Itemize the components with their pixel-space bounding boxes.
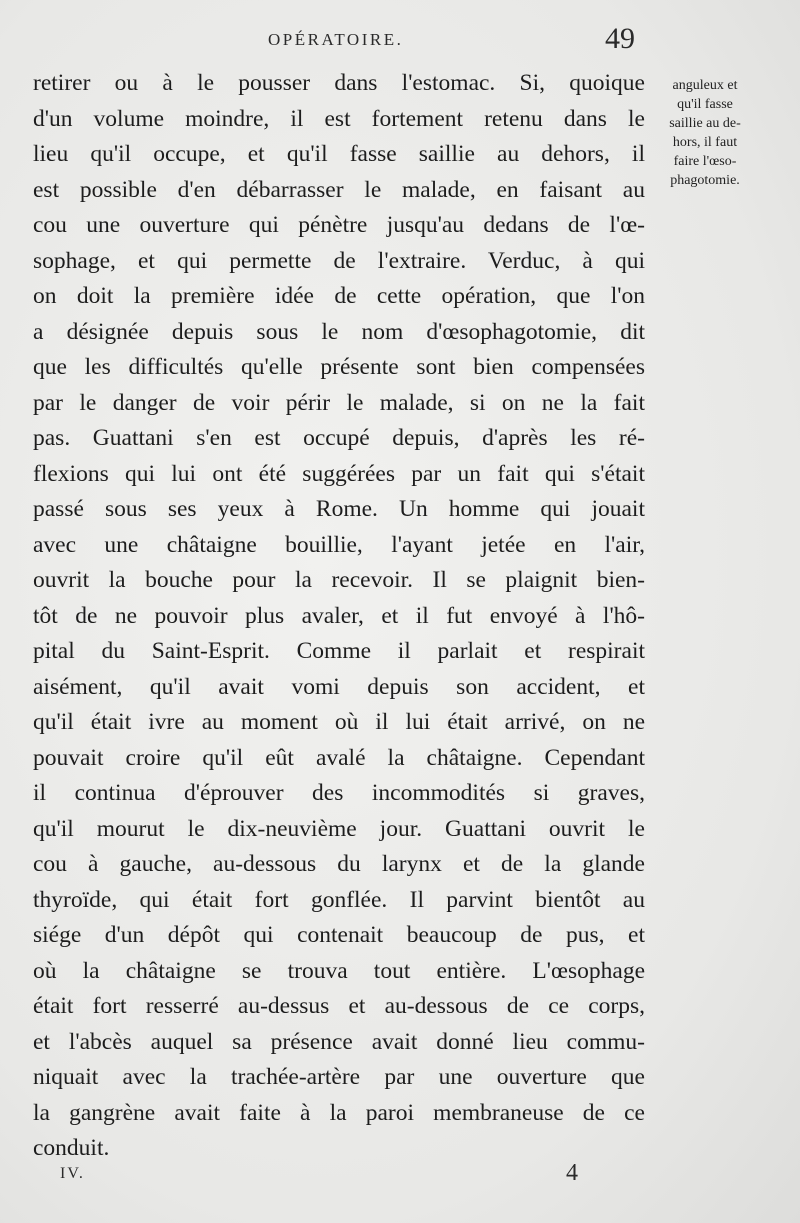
text-line: sophage, et qui permette de l'extraire. Verduc, à qui: [33, 247, 645, 274]
text-line: que les difficultés qu'elle présente sont bien compensées: [33, 354, 645, 380]
text-line: pouvait croire qu'il eût avalé la châtaigne. Cependant: [33, 744, 645, 771]
text-line: passé sous ses yeux à Rome. Un homme qui jouait: [33, 496, 645, 522]
text-line: et l'abcès auquel sa présence avait donné lieu commu-: [33, 1028, 645, 1055]
text-line: pas. Guattani s'en est occupé depuis, d'après les ré-: [33, 425, 645, 451]
text-line: ouvrit la bouche pour la recevoir. Il se plaignit bien-: [33, 567, 645, 593]
text-line: qu'il était ivre au moment où il lui était arrivé, on ne: [33, 709, 645, 735]
text-line: niquait avec la trachée-artère par une ouverture que: [33, 1064, 645, 1090]
running-head: OPÉRATOIRE.: [268, 30, 404, 49]
text-line: est possible d'en débarrasser le malade, en faisant au: [33, 176, 645, 203]
body-text: [33, 66, 645, 1167]
text-line: conduit.: [33, 1135, 110, 1161]
signature-mark: IV.: [60, 1165, 85, 1182]
text-line: avec une châtaigne bouillie, l'ayant jetée en l'air,: [33, 531, 645, 558]
text-line: était fort resserré au-dessus et au-dessous de ce corps,: [33, 993, 645, 1019]
margin-note-line: qu'il fasse: [677, 97, 733, 112]
text-line: il continua d'éprouver des incommodités si graves,: [33, 780, 645, 806]
text-line: la gangrène avait faite à la paroi membraneuse de ce: [33, 1099, 645, 1126]
text-line: d'un volume moindre, il est fortement retenu dans le: [33, 105, 645, 132]
text-line: flexions qui lui ont été suggérées par un fait qui s'était: [33, 460, 645, 487]
text-line: a désignée depuis sous le nom d'œsophagotomie, dit: [33, 318, 645, 345]
page-number: 49: [605, 22, 635, 55]
margin-note-line: anguleux et: [672, 78, 738, 93]
text-line: cou une ouverture qui pénètre jusqu'au dedans de l'œ-: [33, 212, 645, 238]
margin-note: [650, 76, 760, 190]
text-line: qu'il mourut le dix-neuvième jour. Guattani ouvrit le: [33, 815, 645, 842]
margin-note-line: hors, il faut: [672, 135, 738, 150]
text-line: pital du Saint-Esprit. Comme il parlait et respirait: [33, 638, 645, 664]
margin-note-line: phagotomie.: [670, 173, 740, 188]
text-line: siége d'un dépôt qui contenait beaucoup de pus, et: [33, 922, 645, 948]
margin-note-line: saillie au de-: [669, 116, 741, 131]
text-line: cou à gauche, au-dessous du larynx et de la glande: [33, 851, 645, 877]
text-line: aisément, qu'il avait vomi depuis son accident, et: [33, 673, 645, 700]
text-line: thyroïde, qui était fort gonflée. Il parvint bientôt au: [33, 886, 645, 913]
text-line: tôt de ne pouvoir plus avaler, et il fut envoyé à l'hô-: [33, 602, 645, 629]
text-line: retirer ou à le pousser dans l'estomac. Si, quoique: [33, 70, 645, 96]
sheet-number: 4: [566, 1160, 578, 1186]
margin-note-line: faire l'œso-: [673, 154, 737, 169]
text-line: où la châtaigne se trouva tout entière. L'œsophage: [33, 957, 645, 984]
text-line: on doit la première idée de cette opération, que l'on: [33, 283, 645, 309]
text-line: par le danger de voir périr le malade, si on ne la fait: [33, 389, 645, 416]
text-line: lieu qu'il occupe, et qu'il fasse saillie au dehors, il: [33, 141, 645, 167]
